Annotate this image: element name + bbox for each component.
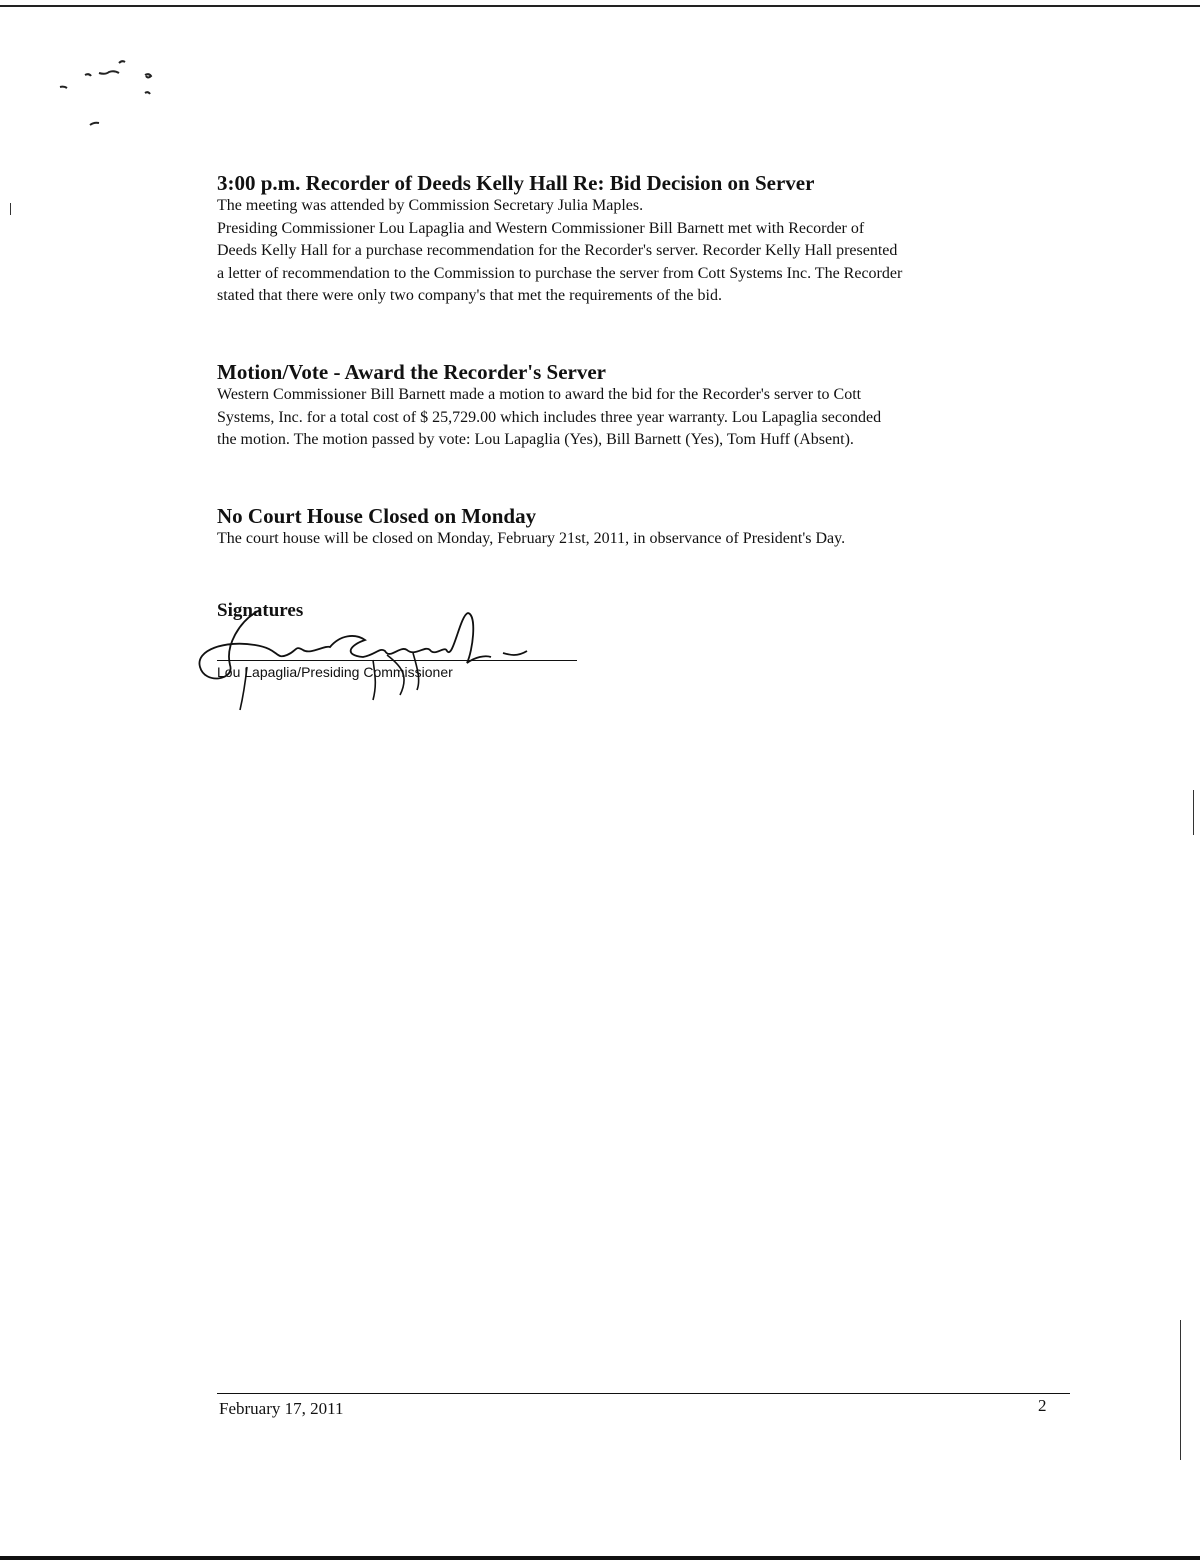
section-line: Deeds Kelly Hall for a purchase recommendation for the Recorder's server. Recorder Kelly Hall presented [217, 242, 898, 259]
footer-rule [217, 1393, 1070, 1394]
page-number: 2 [1038, 1396, 1047, 1415]
section-line: The meeting was attended by Commission Secretary Julia Maples. [217, 197, 644, 214]
section-line: The court house will be closed on Monday, February 21st, 2011, in observance of President's Day. [217, 530, 846, 547]
scan-edge-mark [1180, 1320, 1181, 1460]
section-line: the motion. The motion passed by vote: Lou Lapaglia (Yes), Bill Barnett (Yes), Tom Huff (Absent). [217, 431, 854, 448]
section-heading: 3:00 p.m. Recorder of Deeds Kelly Hall Re: Bid Decision on Server [217, 171, 815, 195]
handwritten-signature [185, 605, 545, 715]
scan-artifact-marks [55, 55, 175, 145]
top-border [0, 5, 1200, 7]
section-heading: No Court House Closed on Monday [217, 504, 537, 528]
signer-name: Lou Lapaglia/Presiding Commissioner [217, 664, 453, 680]
section-line: stated that there were only two company's that met the requirements of the bid. [217, 287, 722, 304]
bottom-border [0, 1556, 1200, 1560]
signatures-title: Signatures [217, 600, 304, 621]
section-bid-decision [217, 171, 1077, 308]
section-line: Western Commissioner Bill Barnett made a motion to award the bid for the Recorder's server to Cott [217, 386, 862, 403]
section-motion-vote [217, 360, 1077, 452]
section-line: Systems, Inc. for a total cost of $ 25,729.00 which includes three year warranty. Lou Lapaglia seconded [217, 408, 882, 426]
footer-date: February 17, 2011 [219, 1399, 344, 1418]
section-line: a letter of recommendation to the Commission to purchase the server from Cott Systems Inc. The Recorder [217, 264, 903, 282]
section-court-house-closed [217, 504, 1077, 551]
section-line: Presiding Commissioner Lou Lapaglia and Western Commissioner Bill Barnett met with Recorder of [217, 219, 865, 237]
section-heading: Motion/Vote - Award the Recorder's Server [217, 360, 606, 384]
scan-edge-mark [10, 203, 11, 215]
scan-edge-mark [1193, 790, 1194, 835]
